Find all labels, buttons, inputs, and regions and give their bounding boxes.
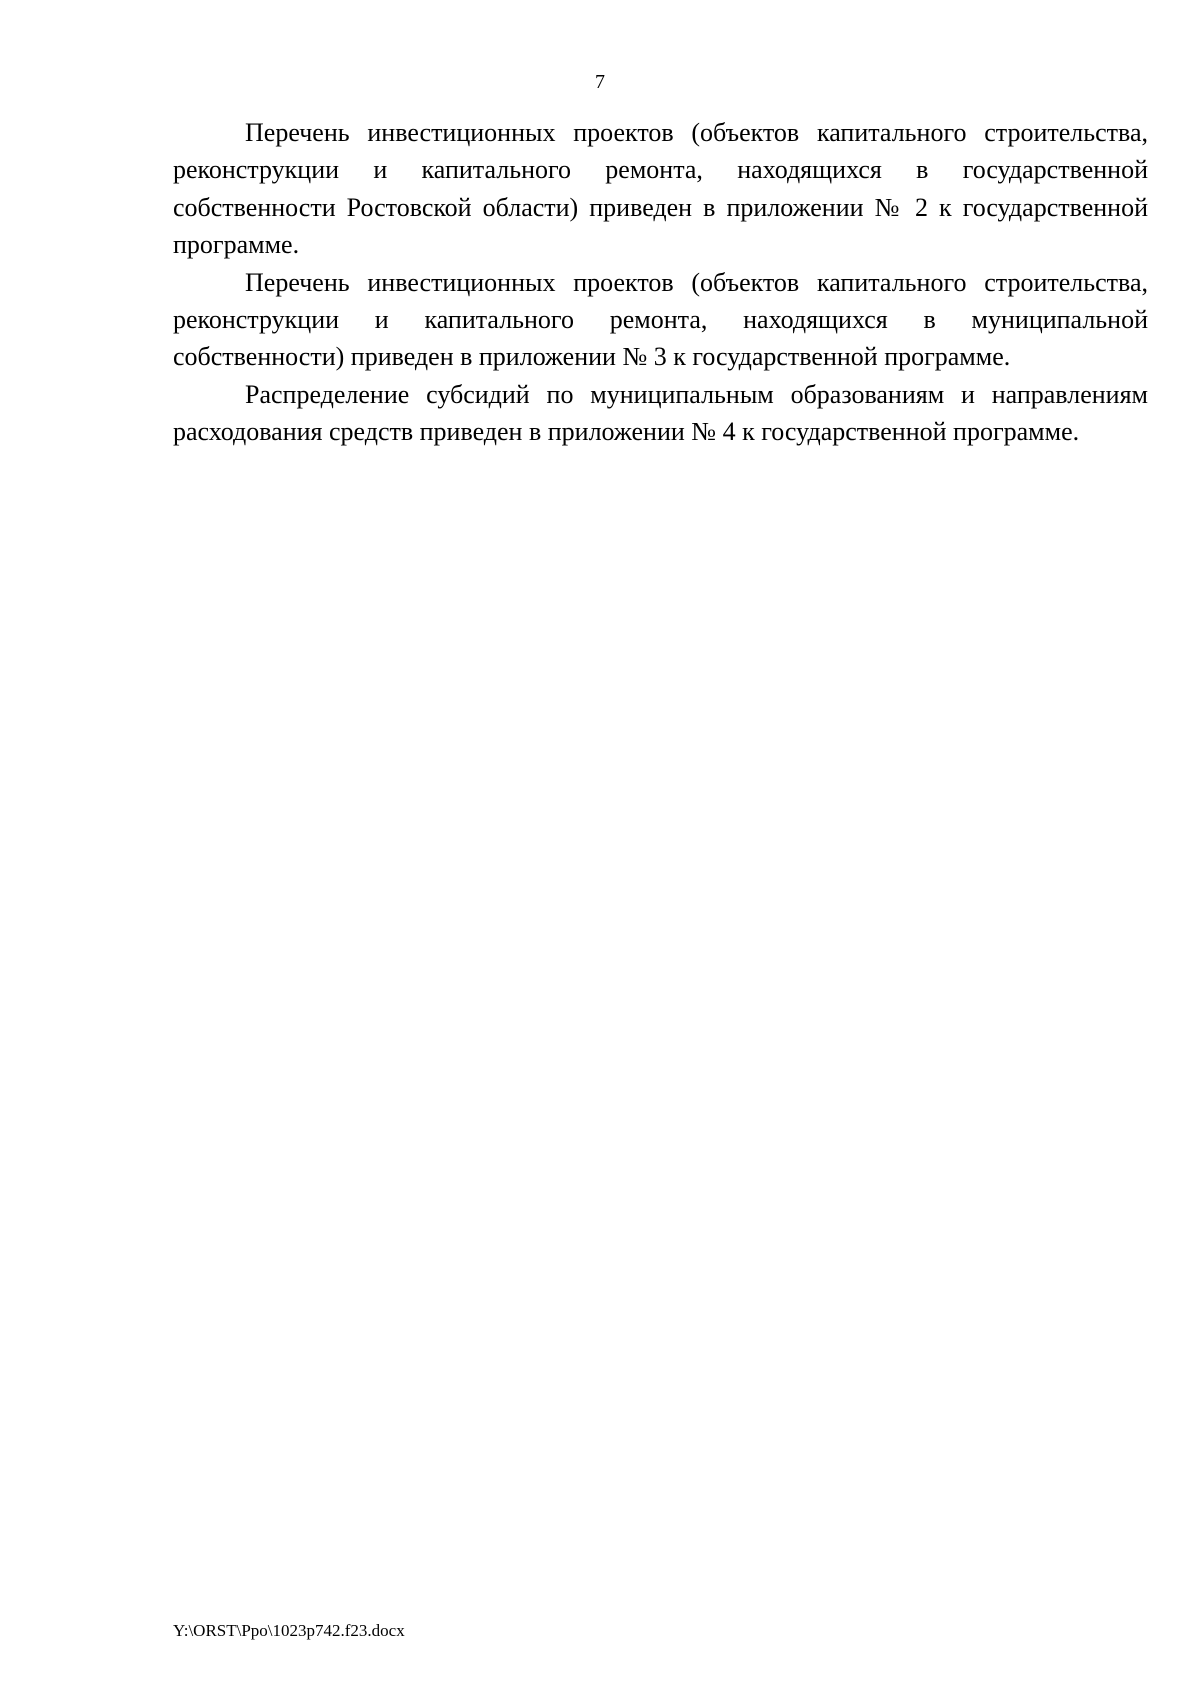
paragraph-subsidy-distribution: Распределение субсидий по муниципальным образованиям и направлениям расходования средств приведен в приложении № 4 к государственной программе. [173,379,1148,447]
footer-file-path: Y:\ORST\Ppo\1023p742.f23.docx [173,1621,405,1640]
document-body [173,114,1148,451]
paragraph-investment-projects-state: Перечень инвестиционных проектов (объектов капитального строительства, реконструкции и капитального ремонта, находящихся в государственной собственности Ростовской области) приведен в приложении № 2 к государственной программе. [173,118,1148,260]
page-number: 7 [595,71,605,93]
paragraph-investment-projects-municipal: Перечень инвестиционных проектов (объектов капитального строительства, реконструкции и капитального ремонта, находящихся в муниципальной собственности) приведен в приложении № 3 к государственной программе. [173,267,1148,372]
